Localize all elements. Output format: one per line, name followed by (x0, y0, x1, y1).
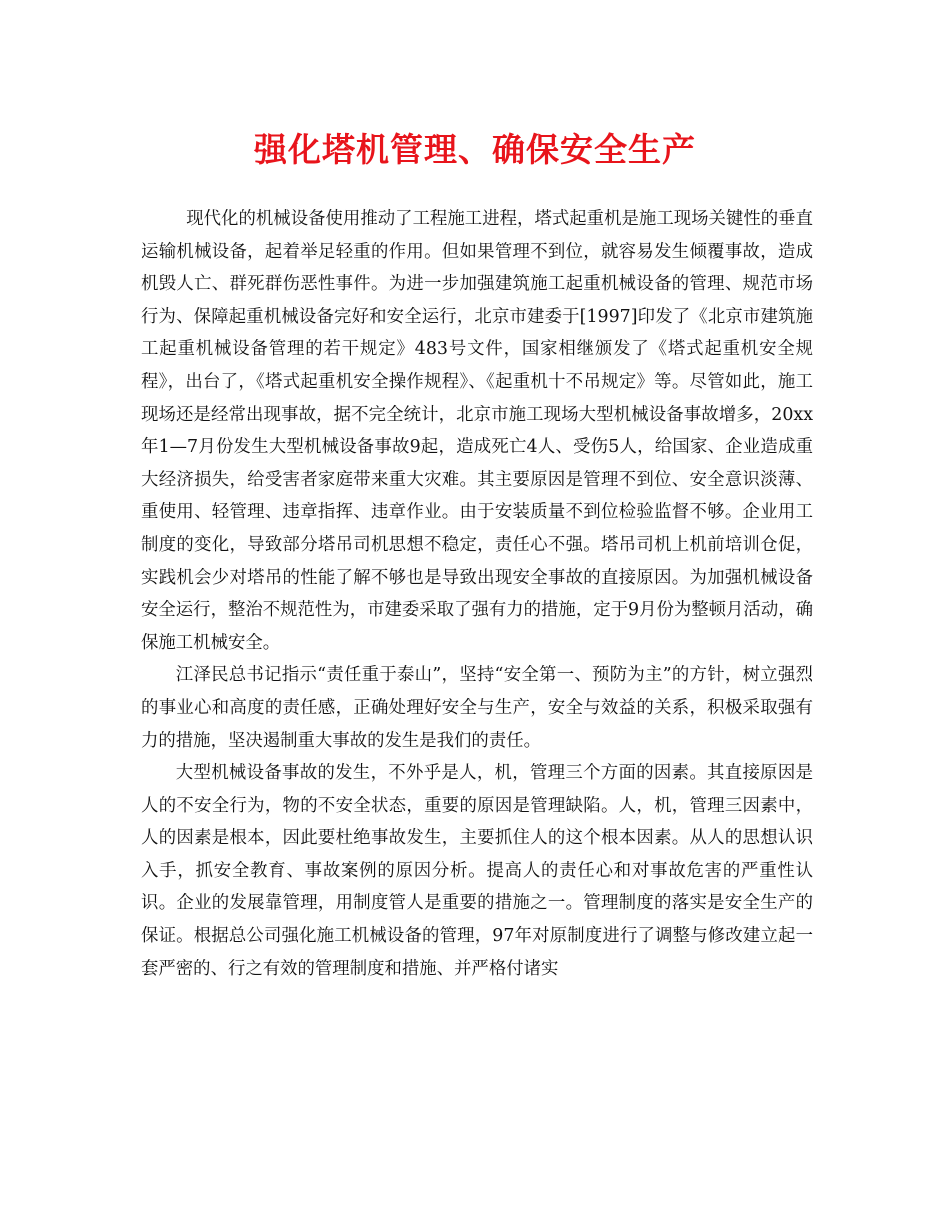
paragraph-2: 江泽民总书记指示“责任重于泰山”，坚持“安全第一、预防为主”的方针，树立强烈的事业心和高度的责任感，正确处理好安全与生产，安全与效益的关系，积极采取强有力的措施，坚决遏制重大事故的发生是我们的责任。 (141, 665, 813, 751)
page-title: 强化塔机管理、确保安全生产 (254, 130, 696, 169)
paragraph-1: 现代化的机械设备使用推动了工程施工进程，塔式起重机是施工现场关键性的垂直运输机械设备，起着举足轻重的作用。但如果管理不到位，就容易发生倾覆事故，造成机毁人亡、群死群伤恶性事件。为进一步加强建筑施工起重机械设备的管理、规范市场行为、保障起重机械设备完好和安全运行，北京市建委于[1997]印发了《北京市建筑施工起重机械设备管理的若干规定》483号文件，国家相继颁发了《塔式起重机安全规程》，出台了，《塔式起重机安全操作规程》、《起重机十不吊规定》等。尽管如此，施工现场还是经常出现事故，据不完全统计，北京市施工现场大型机械设备事故增多，20xx年1—7月份发生大型机械设备事故9起，造成死亡4人、受伤5人，给国家、企业造成重大经济损失，给受害者家庭带来重大灾难。其主要原因是管理不到位、安全意识淡薄、重使用、轻管理、违章指挥、违章作业。由于安装质量不到位检验监督不够。企业用工制度的变化，导致部分塔吊司机思想不稳定，责任心不强。塔吊司机上机前培训仓促，实践机会少对塔吊的性能了解不够也是导致出现安全事故的直接原因。为加强机械设备安全运行，整治不规范性为，市建委采取了强有力的措施，定于9月份为整顿月活动，确保施工机械安全。 (141, 209, 813, 653)
document-body (141, 203, 813, 985)
paragraph-3: 大型机械设备事故的发生，不外乎是人，机，管理三个方面的因素。其直接原因是人的不安全行为，物的不安全状态，重要的原因是管理缺陷。人，机，管理三因素中，人的因素是根本，因此要杜绝事故发生，主要抓住人的这个根本因素。从人的思想认识入手，抓安全教育、事故案例的原因分析。提高人的责任心和对事故危害的严重性认识。企业的发展靠管理，用制度管人是重要的措施之一。管理制度的落实是安全生产的保证。根据总公司强化施工机械设备的管理，97年对原制度进行了调整与修改建立起一套严密的、行之有效的管理制度和措施、并严格付诸实 (141, 763, 813, 979)
